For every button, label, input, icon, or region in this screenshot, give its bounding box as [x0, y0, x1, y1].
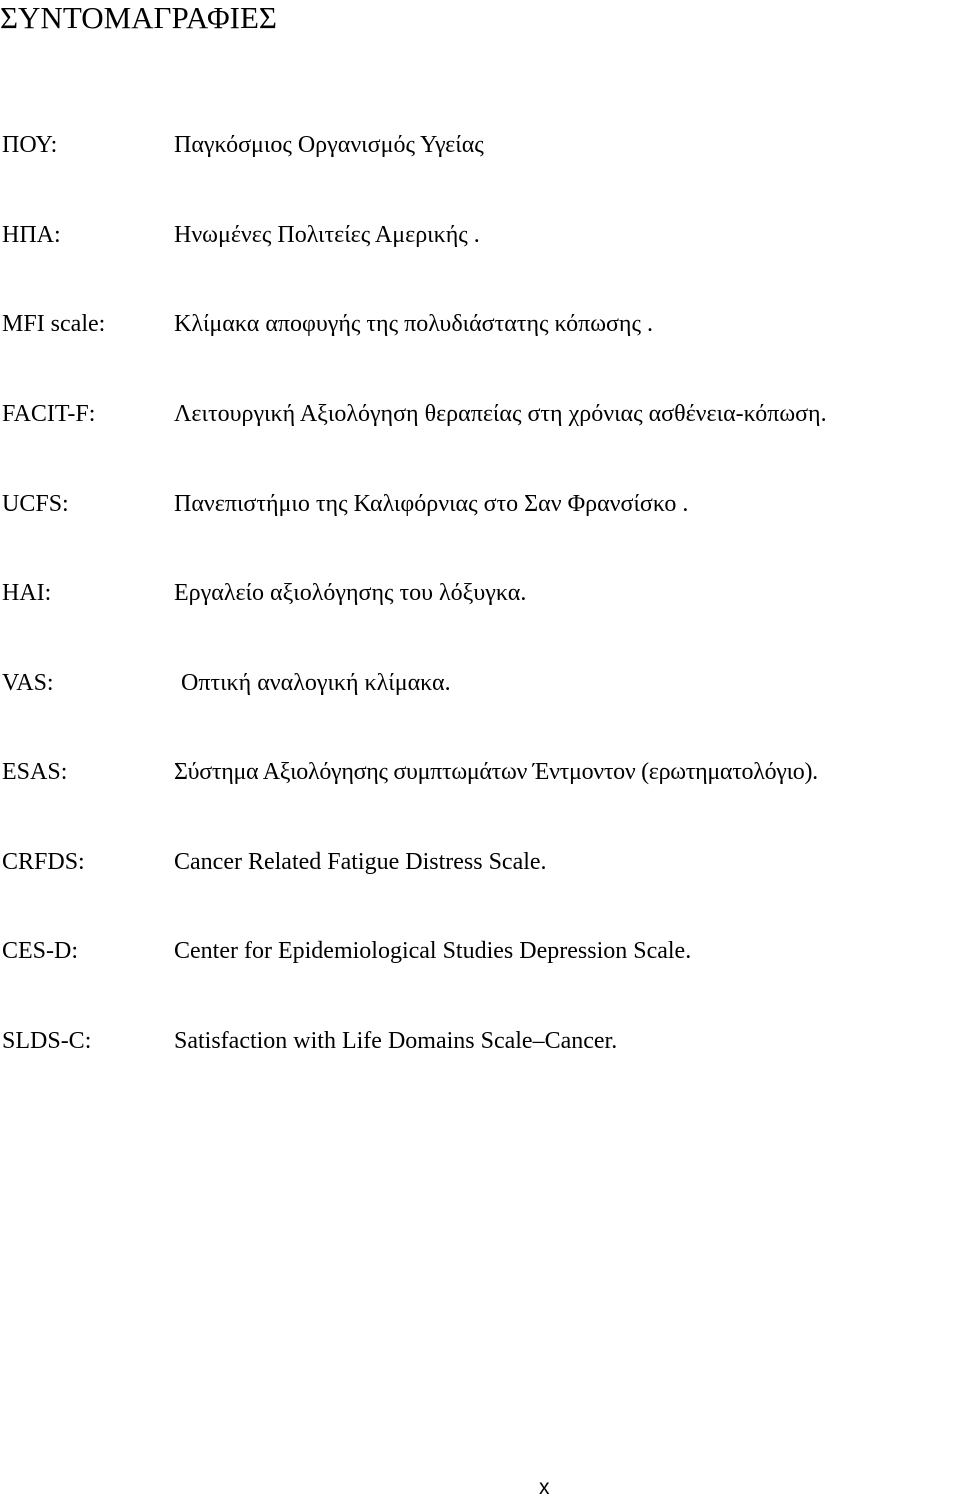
abbreviation-definition: Cancer Related Fatigue Distress Scale.: [174, 849, 547, 875]
abbreviation-row-vas: [0, 665, 960, 701]
abbreviation-term: MFI scale:: [2, 311, 106, 337]
abbreviation-row-ces-d: [0, 933, 960, 969]
abbreviation-definition: Satisfaction with Life Domains Scale–Cancer.: [174, 1028, 618, 1054]
abbreviation-row-ipa: [0, 217, 960, 253]
abbreviation-row-esas: [0, 754, 960, 790]
page-number: x: [539, 1476, 550, 1499]
abbreviation-term: UCFS:: [2, 491, 69, 517]
abbreviation-row-hai: [0, 575, 960, 611]
abbreviation-term: VAS:: [2, 670, 54, 696]
abbreviation-term: SLDS-C:: [2, 1028, 92, 1054]
abbreviation-term: HAI:: [2, 580, 52, 606]
abbreviation-definition: Center for Epidemiological Studies Depression Scale.: [174, 938, 692, 964]
abbreviation-term: ESAS:: [2, 759, 68, 785]
abbreviation-term: ΗΠΑ:: [2, 222, 61, 248]
abbreviation-row-ucfs: [0, 486, 960, 522]
abbreviation-definition: Κλίμακα αποφυγής της πολυδιάστατης κόπωσης .: [174, 311, 653, 337]
abbreviation-definition: Εργαλείο αξιολόγησης του λόξυγκα.: [174, 580, 527, 606]
abbreviation-definition: Σύστημα Αξιολόγησης συμπτωμάτων Έντμοντον (ερωτηματολόγιο).: [174, 759, 818, 785]
abbreviation-definition: Παγκόσμιος Οργανισμός Υγείας: [174, 132, 484, 158]
abbreviation-row-pou: [0, 127, 960, 163]
abbreviation-row-mfi-scale: [0, 306, 960, 342]
abbreviation-row-slds-c: [0, 1023, 960, 1059]
abbreviation-term: CRFDS:: [2, 849, 85, 875]
abbreviation-row-crfds: [0, 844, 960, 880]
abbreviation-term: FACIT-F:: [2, 401, 96, 427]
abbreviation-definition: Πανεπιστήμιο της Καλιφόρνιας στο Σαν Φρανσίσκο .: [174, 491, 689, 517]
abbreviation-row-facit-f: [0, 396, 960, 432]
abbreviation-term: CES-D:: [2, 938, 79, 964]
abbreviation-definition: Ηνωμένες Πολιτείες Αμερικής .: [174, 222, 480, 248]
abbreviation-term: ΠΟΥ:: [2, 132, 58, 158]
abbreviation-definition: Οπτική αναλογική κλίμακα.: [181, 670, 451, 696]
page-title: ΣΥΝΤΟΜΑΓΡΑΦΙΕΣ: [0, 0, 277, 35]
abbreviation-definition: Λειτουργική Αξιολόγηση θεραπείας στη χρόνιας ασθένεια-κόπωση.: [174, 401, 827, 427]
